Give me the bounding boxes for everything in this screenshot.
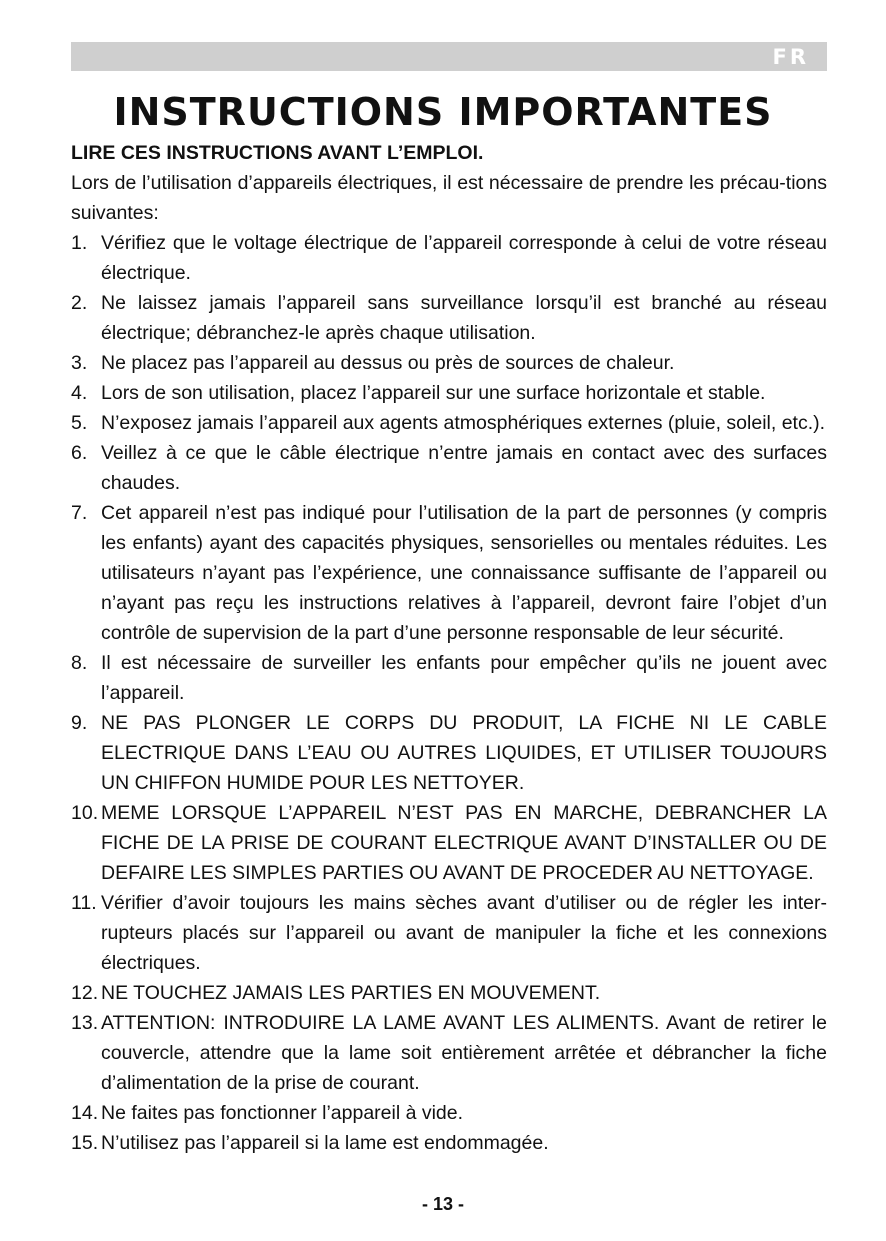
instruction-item [71, 348, 827, 378]
item-text: N’utilisez pas l’appareil si la lame est endommagée. [101, 1132, 549, 1154]
instruction-item [71, 1008, 827, 1098]
item-number: 15. [71, 1132, 99, 1154]
instruction-item [71, 1098, 827, 1128]
item-number: 14. [71, 1102, 99, 1124]
item-text: NE PAS PLONGER LE CORPS DU PRODUIT, LA FICHE NI LE CABLE ELECTRIQUE DANS L’EAU OU AUTRES LIQUIDES, ET UTILISER TOUJOURS UN CHIFFON HUMIDE POUR LES NETTOYER. [101, 712, 827, 794]
item-text: Veillez à ce que le câble électrique n’entre jamais en contact avec des surfaces chaudes. [101, 442, 827, 494]
instruction-list [71, 228, 827, 1158]
item-number: 5. [71, 412, 88, 434]
instructions-content [71, 138, 827, 1158]
item-number: 3. [71, 352, 88, 374]
item-text: Ne laissez jamais l’appareil sans surveillance lorsqu’il est branché au réseau électrique; débranchez-le après chaque utilisation. [101, 292, 827, 344]
item-number: 4. [71, 382, 88, 404]
item-number: 2. [71, 292, 88, 314]
instruction-item [71, 888, 827, 978]
item-text: Cet appareil n’est pas indiqué pour l’utilisation de la part de personnes (y compris les enfants) ayant des capacités physiques, sensorielles ou mentales réduites. Les utilisateurs n’ayant pas l’expérience, une connaissance suffisante de l’appareil ou n’ayant pas reçu les instructions relatives à l’appareil, devront faire l’objet d’un contrôle de supervision de la part d’une personne responsable de leur sécurité. [101, 502, 827, 644]
item-number: 9. [71, 712, 88, 734]
instruction-item [71, 708, 827, 798]
item-text: Ne faites pas fonctionner l’appareil à vide. [101, 1102, 464, 1124]
item-text: N’exposez jamais l’appareil aux agents atmosphériques externes (pluie, soleil, etc.). [101, 412, 826, 434]
instruction-item [71, 978, 827, 1008]
item-text: Vérifiez que le voltage électrique de l’appareil corresponde à celui de votre réseau électrique. [101, 232, 827, 284]
instruction-item [71, 228, 827, 288]
item-text: Ne placez pas l’appareil au dessus ou près de sources de chaleur. [101, 352, 675, 374]
subtitle: LIRE CES INSTRUCTIONS AVANT L’EMPLOI. [71, 142, 484, 164]
item-number: 7. [71, 502, 88, 524]
language-header-bar [71, 42, 827, 71]
item-number: 6. [71, 442, 88, 464]
item-number: 1. [71, 232, 88, 254]
item-number: 8. [71, 652, 88, 674]
item-text: Il est nécessaire de surveiller les enfants pour empêcher qu’ils ne jouent avec l’appareil. [101, 652, 827, 704]
page-number: - 13 - [421, 1194, 464, 1214]
item-number: 12. [71, 982, 99, 1004]
item-text: ATTENTION: INTRODUIRE LA LAME AVANT LES ALIMENTS. Avant de retirer le couvercle, attendre que la lame soit entièrement arrêtée et débrancher la fiche d’alimentation de la prise de courant. [101, 1012, 827, 1094]
item-number: 13. [71, 1012, 99, 1034]
intro-paragraph: Lors de l’utilisation d’appareils électriques, il est nécessaire de prendre les précau-tions suivantes: [71, 172, 827, 224]
item-text: Vérifier d’avoir toujours les mains sèches avant d’utiliser ou de régler les inter-rupteurs placés sur l’appareil ou avant de manipuler la fiche et les connexions électriques. [101, 892, 827, 974]
instruction-item [71, 798, 827, 888]
item-number: 11. [71, 892, 97, 914]
instruction-item [71, 408, 827, 438]
instruction-item [71, 288, 827, 348]
instruction-item [71, 498, 827, 648]
instruction-item [71, 648, 827, 708]
instruction-item [71, 378, 827, 408]
language-code: FR [772, 45, 809, 69]
item-number: 10. [71, 802, 99, 824]
item-text: NE TOUCHEZ JAMAIS LES PARTIES EN MOUVEMENT. [101, 982, 601, 1004]
item-text: Lors de son utilisation, placez l’appareil sur une surface horizontale et stable. [101, 382, 766, 404]
item-text: MEME LORSQUE L’APPAREIL N’EST PAS EN MARCHE, DEBRANCHER LA FICHE DE LA PRISE DE COURANT ELECTRIQUE AVANT D’INSTALLER OU DE DEFAIRE LES SIMPLES PARTIES OU AVANT DE PROCEDER AU NETTOYAGE. [101, 802, 827, 884]
instruction-item [71, 1128, 827, 1158]
page-title: INSTRUCTIONS IMPORTANTES [113, 90, 773, 134]
instruction-item [71, 438, 827, 498]
